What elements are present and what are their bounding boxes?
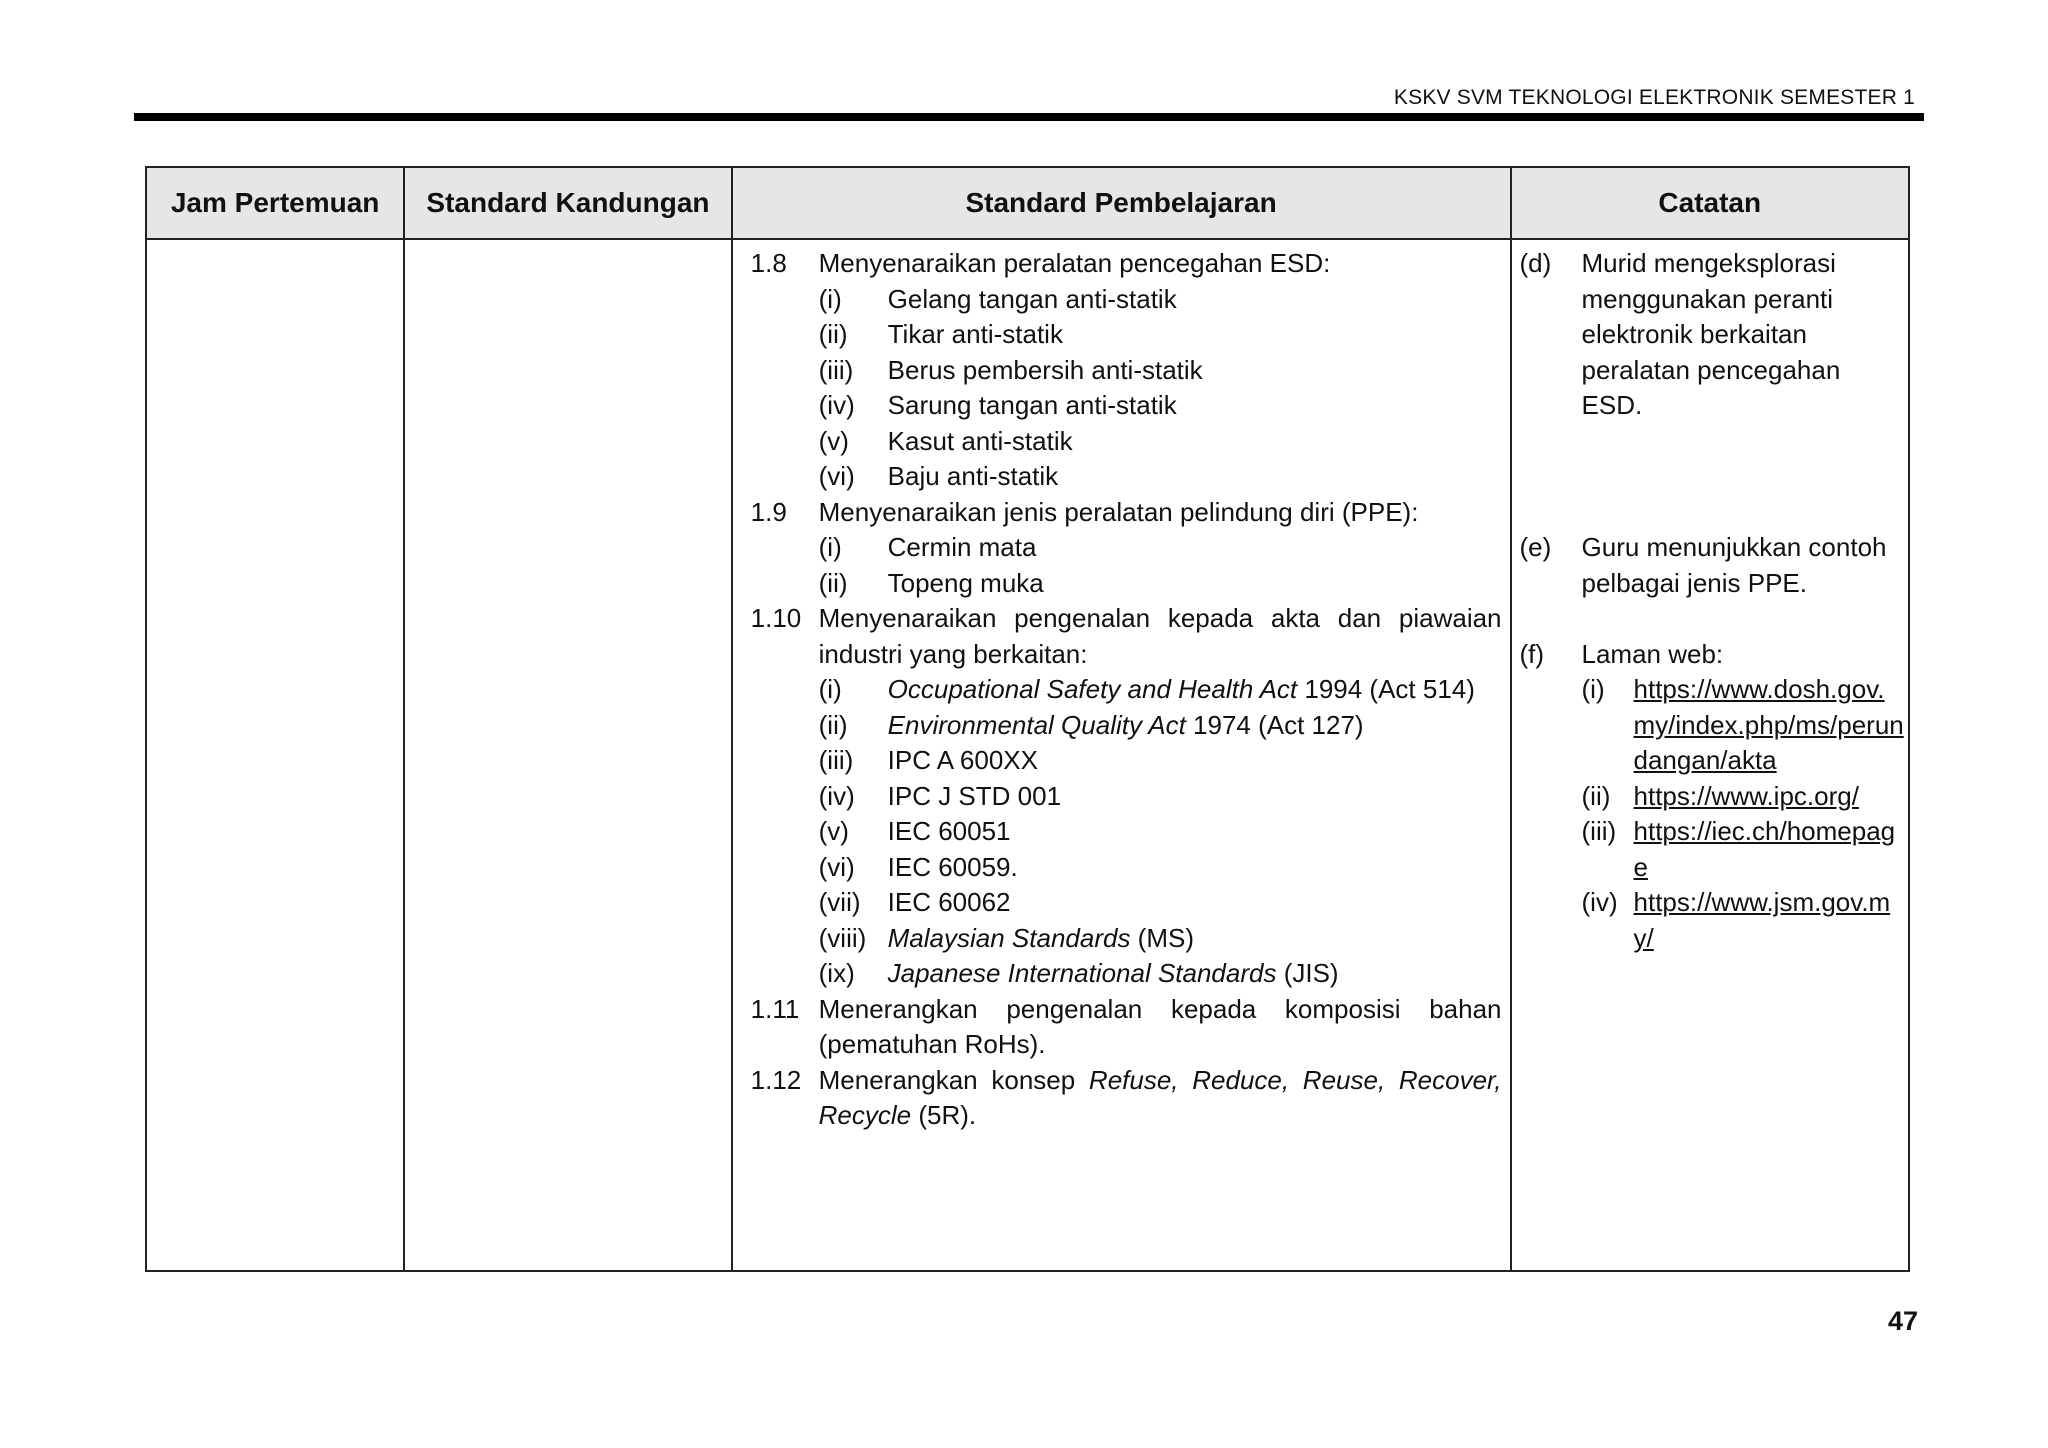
item-number: 1.9 [750, 496, 787, 527]
sub-text [888, 672, 1475, 708]
list-item [819, 282, 1502, 318]
sub-numeral: (ix) [818, 958, 855, 988]
column-header-catatan: Catatan [1511, 167, 1909, 239]
table-header-row [146, 167, 1909, 239]
item-text: Menyenaraikan peralatan pencegahan ESD: [818, 248, 1331, 278]
list-item [819, 921, 1502, 957]
item-number: 1.11 [750, 993, 800, 1024]
list-item [819, 672, 1502, 708]
list-item [819, 814, 1502, 850]
sub-text: Kasut anti-statik [887, 425, 1073, 456]
link-numeral: (ii) [1581, 780, 1611, 811]
sub-numeral: (i) [818, 674, 842, 704]
item-text: Menerangkan pengenalan kepada komposisi bahan (pematuhan RoHs). [818, 993, 1502, 1059]
sub-numeral: (iii) [818, 745, 854, 775]
list-item [819, 530, 1502, 566]
website-link-item [1582, 885, 1904, 956]
sub-text: Cermin mata [887, 532, 1037, 562]
sub-numeral: (i) [818, 283, 842, 314]
sub-text-rest: 1994 (Act 514) [1297, 674, 1475, 704]
sub-numeral: (iv) [818, 390, 855, 420]
sub-numeral: (iii) [818, 354, 854, 385]
sub-text: Berus pembersih anti-statik [887, 354, 1203, 385]
item-text-end: (5R). [911, 1100, 977, 1130]
sub-text-italic: Environmental Quality Act [887, 709, 1186, 740]
sub-text: Gelang tangan anti-statik [887, 283, 1177, 314]
list-item [819, 885, 1502, 921]
header-rule [134, 113, 1924, 121]
website-link[interactable]: https://www.dosh.gov.my/index.php/ms/perundangan/akta [1633, 674, 1904, 775]
cell-standard-pembelajaran [732, 239, 1511, 1271]
list-item [819, 353, 1502, 389]
curriculum-table [145, 166, 1910, 1272]
sub-numeral: (vii) [818, 887, 861, 917]
sub-numeral: (v) [818, 816, 849, 846]
list-item [819, 317, 1502, 353]
column-header-standard-kandungan: Standard Kandungan [404, 167, 731, 239]
column-header-standard-pembelajaran: Standard Pembelajaran [732, 167, 1511, 239]
page-number: 47 [1887, 1306, 1918, 1336]
sub-text [888, 956, 1339, 992]
sub-text-italic: Japanese International Standards [887, 958, 1277, 988]
link-numeral: (i) [1581, 674, 1605, 704]
list-item [819, 779, 1502, 815]
sub-text: Sarung tangan anti-statik [887, 390, 1177, 420]
cell-catatan [1511, 239, 1909, 1271]
sub-text: Tikar anti-statik [887, 319, 1063, 349]
item-text: Menyenaraikan jenis peralatan pelindung diri (PPE): [818, 496, 1419, 527]
sub-text: IEC 60051 [887, 816, 1011, 846]
sub-text-rest: 1974 (Act 127) [1185, 709, 1364, 740]
item-number: 1.12 [750, 1064, 802, 1095]
note-d [1520, 246, 1904, 424]
item-text-italic: Refuse, Reduce, Reuse, Recover, Recycle [818, 1064, 1502, 1130]
note-text: Guru menunjukkan contoh pelbagai jenis PPE. [1581, 532, 1887, 598]
link-numeral: (iii) [1581, 816, 1617, 846]
sub-numeral: (vi) [818, 851, 855, 882]
sub-numeral: (i) [818, 532, 842, 562]
note-text: Murid mengeksplorasi menggunakan peranti elektronik berkaitan peralatan pencegahan ESD. [1581, 248, 1841, 420]
sub-text [888, 921, 1194, 957]
item-number: 1.8 [750, 248, 787, 278]
website-link[interactable]: https://www.jsm.gov.my/ [1633, 887, 1891, 953]
list-item [819, 743, 1502, 779]
list-item [819, 566, 1502, 602]
list-item [819, 956, 1502, 992]
website-link[interactable]: https://www.ipc.org/ [1633, 780, 1859, 811]
document-header-title: KSKV SVM TEKNOLOGI ELEKTRONIK SEMESTER 1 [1393, 86, 1915, 109]
sub-text [888, 708, 1364, 744]
sub-numeral: (viii) [818, 922, 867, 953]
learning-item-1-9 [751, 495, 1502, 602]
learning-item-1-8 [751, 246, 1502, 495]
note-e [1520, 530, 1904, 601]
sub-numeral: (vi) [818, 461, 855, 491]
learning-item-1-10 [751, 601, 1502, 992]
sub-text: Baju anti-statik [887, 461, 1059, 491]
sub-text: IPC A 600XX [887, 745, 1038, 775]
sub-numeral: (ii) [818, 319, 848, 349]
sub-numeral: (ii) [818, 567, 848, 598]
learning-item-1-11 [751, 992, 1502, 1063]
sub-text-italic: Occupational Safety and Health Act [887, 674, 1298, 704]
item-number: 1.10 [750, 603, 802, 633]
list-item [819, 708, 1502, 744]
sub-text: Topeng muka [887, 567, 1044, 598]
cell-standard-kandungan [404, 239, 731, 1271]
website-link[interactable]: https://iec.ch/homepage [1633, 816, 1896, 882]
learning-item-1-12 [751, 1063, 1502, 1134]
website-link-item [1582, 779, 1904, 815]
table-row [146, 239, 1909, 1271]
list-item [819, 459, 1502, 495]
sub-numeral: (v) [818, 425, 849, 456]
sub-text: IEC 60059. [887, 851, 1018, 882]
note-text: Laman web: [1581, 638, 1724, 669]
item-text [819, 1063, 1502, 1134]
link-numeral: (iv) [1581, 887, 1618, 917]
sub-numeral: (iv) [818, 780, 855, 811]
note-letter: (e) [1519, 532, 1552, 562]
sub-text-rest: (JIS) [1276, 958, 1339, 988]
sub-text-italic: Malaysian Standards [887, 922, 1131, 953]
note-letter: (d) [1519, 248, 1552, 278]
sub-numeral: (ii) [818, 709, 848, 740]
list-item [819, 388, 1502, 424]
item-text: Menyenaraikan pengenalan kepada akta dan piawaian industri yang berkaitan: [818, 603, 1502, 669]
cell-jam-pertemuan [146, 239, 404, 1271]
item-text-start: Menerangkan konsep [818, 1064, 1089, 1095]
note-letter: (f) [1519, 638, 1545, 669]
sub-text-rest: (MS) [1130, 922, 1194, 953]
column-header-jam-pertemuan: Jam Pertemuan [146, 167, 404, 239]
list-item [819, 850, 1502, 886]
sub-text: IPC J STD 001 [887, 780, 1062, 811]
list-item [819, 424, 1502, 460]
sub-text: IEC 60062 [887, 887, 1011, 917]
note-f [1520, 637, 1904, 957]
website-link-item [1582, 814, 1904, 885]
website-link-item [1582, 672, 1904, 779]
